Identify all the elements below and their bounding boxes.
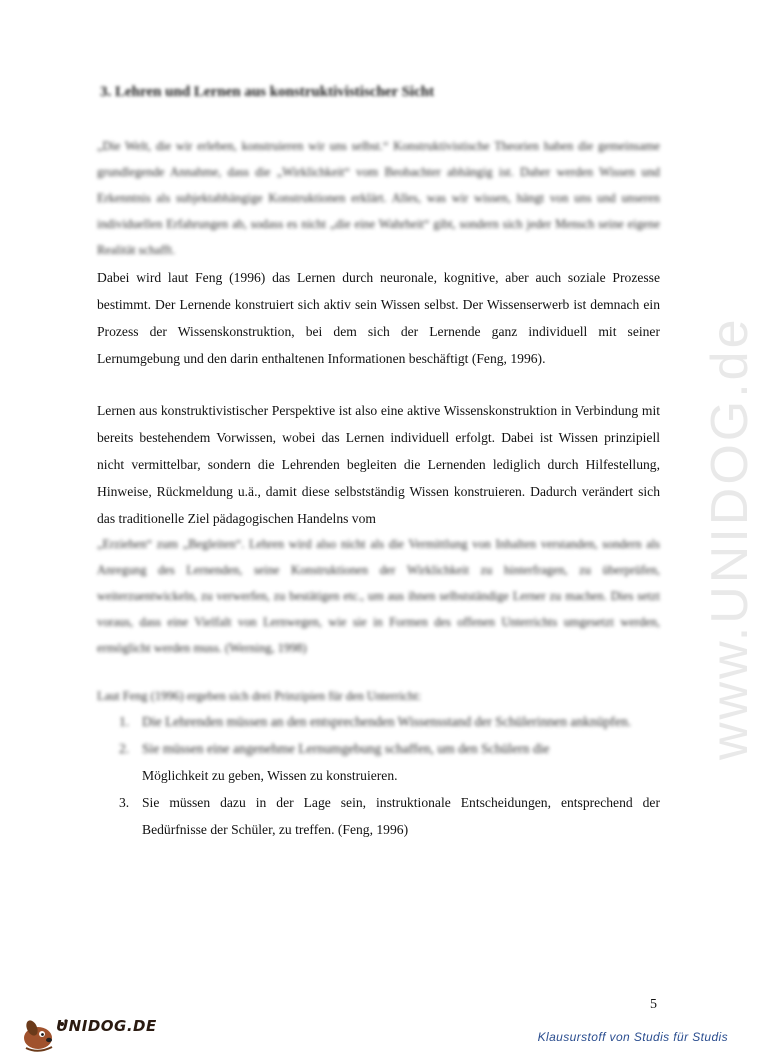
list-item-text-blurred: Sie müssen eine angenehme Lernumgebung schaffen, um den Schülern die xyxy=(142,741,550,756)
list-item-number: 1. xyxy=(119,714,130,729)
page-number: 5 xyxy=(650,997,657,1012)
list-item-number: 3. xyxy=(119,795,130,810)
footer-slogan: Klausurstoff von Studis für Studis xyxy=(537,1030,728,1044)
section-heading: 3. Lehren und Lernen aus konstruktivistischer Sicht xyxy=(100,84,435,100)
paragraph-intro: „Die Welt, die wir erleben, konstruieren wir uns selbst.“ Konstruktivistische Theorien haben die gemeinsame grundlegende Annahme, dass die „Wirklichkeit“ vom Beobachter abhängig ist. Daher werden Wissen und Erkenntnis als subjektabhängige Konstruktionen erklärt. Alles, was wir wissen, hängt von uns und unseren individuellen Erfahrungen ab, sodass es nicht „die eine Wahrheit“ gibt, sondern sich jeder Mensch seine eigene Realität schafft. xyxy=(97,139,660,257)
list-item-text: Sie müssen dazu in der Lage sein, instruktionale Entscheidungen, entsprechend der Bedürfnisse der Schüler, zu treffen. (Feng, 1996) xyxy=(142,795,660,837)
list-item xyxy=(97,735,660,789)
list-item-text: Die Lehrenden müssen an den entsprechenden Wissensstand der Schülerinnen anknüpfen. xyxy=(142,714,632,729)
paragraph-feng: Dabei wird laut Feng (1996) das Lernen durch neuronale, kognitive, aber auch soziale Prozesse bestimmt. Der Lernende konstruiert sich aktiv sein Wissen selbst. Der Wissenserwerb ist demnach ein Prozess der Wissenskonstruktion, bei dem sich der Lernende ganz individuell mit seiner Lernumgebung und den darin enthaltenen Informationen beschäftigt (Feng, 1996). xyxy=(97,270,660,366)
logo-text[interactable]: UNIDOG.DE xyxy=(56,1017,157,1035)
paragraph-perspective: Lernen aus konstruktivistischer Perspektive ist also eine aktive Wissenskonstruktion in Verbindung mit bereits bestehendem Vorwissen, wobei das Lernen individuell erfolgt. Dabei ist Wissen prinzipiell nicht vermittelbar, sondern die Lehrenden begleiten die Lernenden lediglich durch Hilfestellung, Hinweise, Rückmeldung u.ä., damit diese selbstständig Wissen konstruieren. Dadurch verändert sich das traditionelle Ziel pädagogischen Handelns vom xyxy=(97,403,660,526)
paragraph-werning: „Erziehen“ zum „Begleiten“. Lehren wird also nicht als die Vermittlung von Inhalten verstanden, sondern als Anregung des Lernenden, seine Konstruktionen der Wirklichkeit zu hinterfragen, zu überprüfen, weiterzuentwickeln, zu verwerfen, zu bestätigen etc., um aus ihnen selbstständige Lerner zu machen. Dies setzt voraus, dass eine Vielfalt von Lernwegen, wie sie in Formen des offenen Unterrichts umgesetzt werden, ermöglicht werden muss. (Werning, 1998) xyxy=(97,537,660,655)
paragraph-principles-intro: Laut Feng (1996) ergeben sich drei Prinzipien für den Unterricht: xyxy=(97,689,422,703)
principles-list xyxy=(97,708,660,843)
watermark: www.UNIDOG.de xyxy=(701,316,759,760)
list-item xyxy=(97,708,660,735)
list-item-text: Möglichkeit zu geben, Wissen zu konstruieren. xyxy=(142,768,398,783)
list-item xyxy=(97,789,660,843)
list-item-number: 2. xyxy=(119,741,130,756)
